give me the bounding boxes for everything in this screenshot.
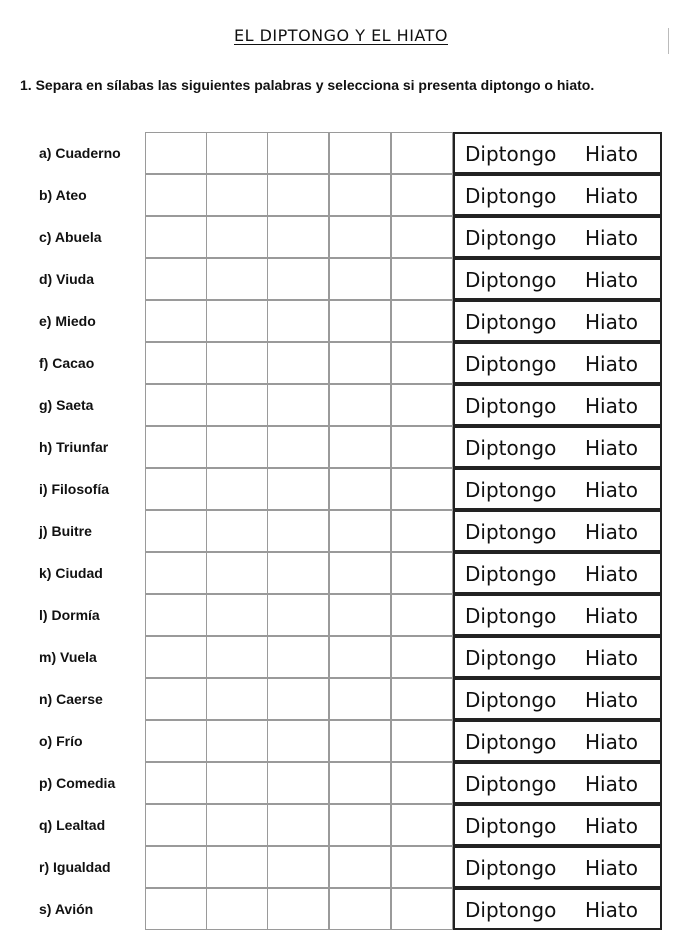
syllable-cell[interactable] (145, 342, 207, 384)
syllable-cell[interactable] (329, 804, 391, 846)
word-label (39, 481, 109, 497)
syllable-cell[interactable] (329, 132, 391, 174)
syllable-cell[interactable] (267, 468, 329, 510)
table-row (0, 678, 682, 720)
table-row (0, 804, 682, 846)
item-letter: n) (39, 691, 53, 707)
syllable-cell[interactable] (206, 678, 268, 720)
syllable-cell[interactable] (329, 846, 391, 888)
syllable-cell[interactable] (206, 426, 268, 468)
syllable-cell[interactable] (267, 426, 329, 468)
option-hiato[interactable]: Hiato (585, 226, 638, 250)
item-word: Buitre (51, 523, 92, 539)
answer-choice-box (453, 174, 662, 216)
syllable-cell[interactable] (391, 384, 453, 426)
syllable-cell[interactable] (145, 426, 207, 468)
item-letter: s) (39, 901, 52, 917)
item-letter: i) (39, 481, 48, 497)
item-letter: d) (39, 271, 53, 287)
syllable-cell[interactable] (206, 258, 268, 300)
syllable-cell[interactable] (267, 384, 329, 426)
syllable-cell[interactable] (329, 636, 391, 678)
table-row (0, 384, 682, 426)
item-letter: f) (39, 355, 49, 371)
syllable-cell[interactable] (329, 384, 391, 426)
option-hiato[interactable]: Hiato (585, 268, 638, 292)
table-row (0, 300, 682, 342)
table-row (0, 216, 682, 258)
exercise-instruction: 1. Separa en sílabas las siguientes palabras y selecciona si presenta diptongo o hiato. (20, 77, 595, 93)
syllable-cell[interactable] (391, 552, 453, 594)
answer-choice-box (453, 510, 662, 552)
syllable-cell[interactable] (267, 678, 329, 720)
syllable-cell[interactable] (267, 300, 329, 342)
syllable-cell[interactable] (267, 174, 329, 216)
table-row (0, 468, 682, 510)
option-hiato[interactable]: Hiato (585, 184, 638, 208)
option-hiato[interactable]: Hiato (585, 520, 638, 544)
item-word: Triunfar (56, 439, 109, 455)
item-word: Saeta (56, 397, 94, 413)
item-word: Cacao (52, 355, 95, 371)
syllable-cell[interactable] (145, 258, 207, 300)
syllable-cell[interactable] (206, 720, 268, 762)
syllable-cell[interactable] (145, 510, 207, 552)
syllable-cell[interactable] (206, 804, 268, 846)
syllable-cell[interactable] (329, 426, 391, 468)
item-word: Vuela (60, 649, 97, 665)
syllable-cell[interactable] (267, 846, 329, 888)
syllable-cell[interactable] (391, 678, 453, 720)
option-diptongo[interactable]: Diptongo (465, 562, 557, 586)
syllable-cell[interactable] (391, 426, 453, 468)
word-label (39, 187, 87, 203)
item-word: Miedo (55, 313, 96, 329)
syllable-cell[interactable] (329, 510, 391, 552)
answer-choice-box (453, 594, 662, 636)
syllable-cell[interactable] (329, 342, 391, 384)
syllable-cell[interactable] (329, 216, 391, 258)
answer-choice-box (453, 426, 662, 468)
word-label (39, 607, 100, 623)
option-hiato[interactable]: Hiato (585, 478, 638, 502)
answer-choice-box (453, 552, 662, 594)
answer-choice-box (453, 846, 662, 888)
syllable-cell[interactable] (391, 300, 453, 342)
item-word: Caerse (56, 691, 103, 707)
answer-choice-box (453, 216, 662, 258)
syllable-cell[interactable] (206, 468, 268, 510)
item-word: Viuda (56, 271, 94, 287)
item-letter: j) (39, 523, 48, 539)
syllable-cell[interactable] (145, 552, 207, 594)
syllable-cell[interactable] (391, 594, 453, 636)
item-letter: h) (39, 439, 53, 455)
option-hiato[interactable]: Hiato (585, 562, 638, 586)
syllable-cell[interactable] (391, 510, 453, 552)
table-row (0, 762, 682, 804)
syllable-cell[interactable] (329, 720, 391, 762)
answer-choice-box (453, 132, 662, 174)
syllable-cell[interactable] (391, 804, 453, 846)
word-label (39, 775, 115, 791)
option-hiato[interactable]: Hiato (585, 604, 638, 628)
answer-choice-box (453, 300, 662, 342)
syllable-cell[interactable] (391, 132, 453, 174)
table-row (0, 720, 682, 762)
option-hiato[interactable]: Hiato (585, 142, 638, 166)
item-word: Lealtad (56, 817, 106, 833)
item-letter: r) (39, 859, 50, 875)
word-label (39, 859, 111, 875)
syllable-cell[interactable] (145, 468, 207, 510)
word-label (39, 649, 97, 665)
item-letter: b) (39, 187, 53, 203)
syllable-cell[interactable] (391, 342, 453, 384)
item-word: Filosofía (51, 481, 110, 497)
option-hiato[interactable]: Hiato (585, 352, 638, 376)
answer-choice-box (453, 384, 662, 426)
option-hiato[interactable]: Hiato (585, 898, 638, 922)
syllable-cell[interactable] (329, 552, 391, 594)
word-label (39, 733, 83, 749)
word-label (39, 229, 102, 245)
syllable-cell[interactable] (267, 762, 329, 804)
syllable-cell[interactable] (206, 636, 268, 678)
word-label (39, 355, 94, 371)
option-hiato[interactable]: Hiato (585, 646, 638, 670)
answer-choice-box (453, 804, 662, 846)
syllable-cell[interactable] (267, 510, 329, 552)
word-label (39, 145, 121, 161)
syllable-cell[interactable] (267, 804, 329, 846)
syllable-cell[interactable] (206, 342, 268, 384)
table-row (0, 510, 682, 552)
syllable-cell[interactable] (206, 762, 268, 804)
item-letter: a) (39, 145, 52, 161)
option-diptongo[interactable]: Diptongo (465, 646, 557, 670)
syllable-cell[interactable] (145, 216, 207, 258)
option-hiato[interactable]: Hiato (585, 814, 638, 838)
option-diptongo[interactable]: Diptongo (465, 436, 557, 460)
word-label (39, 901, 93, 917)
table-row (0, 132, 682, 174)
syllable-cell[interactable] (267, 594, 329, 636)
option-hiato[interactable]: Hiato (585, 856, 638, 880)
item-word: Avión (54, 901, 94, 917)
table-row (0, 888, 682, 930)
word-label (39, 691, 103, 707)
answer-choice-box (453, 678, 662, 720)
syllable-cell[interactable] (206, 216, 268, 258)
syllable-cell[interactable] (329, 300, 391, 342)
option-diptongo[interactable]: Diptongo (465, 604, 557, 628)
syllable-cell[interactable] (145, 888, 207, 930)
option-hiato[interactable]: Hiato (585, 310, 638, 334)
item-word: Cuaderno (55, 145, 121, 161)
syllable-cell[interactable] (145, 720, 207, 762)
syllable-cell[interactable] (206, 552, 268, 594)
option-diptongo[interactable]: Diptongo (465, 688, 557, 712)
item-word: Ateo (55, 187, 87, 203)
option-diptongo[interactable]: Diptongo (465, 184, 557, 208)
syllable-cell[interactable] (206, 846, 268, 888)
table-row (0, 258, 682, 300)
syllable-cell[interactable] (391, 762, 453, 804)
answer-choice-box (453, 636, 662, 678)
option-diptongo[interactable]: Diptongo (465, 772, 557, 796)
syllable-cell[interactable] (391, 258, 453, 300)
syllable-cell[interactable] (329, 174, 391, 216)
table-row (0, 174, 682, 216)
option-diptongo[interactable]: Diptongo (465, 142, 557, 166)
item-letter: q) (39, 817, 53, 833)
option-diptongo[interactable]: Diptongo (465, 478, 557, 502)
option-diptongo[interactable]: Diptongo (465, 226, 557, 250)
word-label (39, 271, 94, 287)
option-hiato[interactable]: Hiato (585, 688, 638, 712)
item-letter: e) (39, 313, 52, 329)
syllable-cell[interactable] (145, 846, 207, 888)
syllable-cell[interactable] (329, 762, 391, 804)
option-hiato[interactable]: Hiato (585, 436, 638, 460)
syllable-cell[interactable] (206, 384, 268, 426)
page-title: EL DIPTONGO Y EL HIATO (234, 26, 448, 45)
item-letter: k) (39, 565, 52, 581)
answer-choice-box (453, 762, 662, 804)
syllable-cell[interactable] (267, 342, 329, 384)
item-letter: l) (39, 607, 48, 623)
syllable-cell[interactable] (145, 132, 207, 174)
syllable-cell[interactable] (206, 300, 268, 342)
item-letter: g) (39, 397, 53, 413)
syllable-cell[interactable] (206, 594, 268, 636)
syllable-cell[interactable] (145, 762, 207, 804)
syllable-cell[interactable] (267, 132, 329, 174)
syllable-cell[interactable] (206, 174, 268, 216)
table-row (0, 552, 682, 594)
syllable-cell[interactable] (329, 258, 391, 300)
option-diptongo[interactable]: Diptongo (465, 352, 557, 376)
word-label (39, 397, 93, 413)
table-row (0, 846, 682, 888)
syllable-cell[interactable] (145, 384, 207, 426)
item-word: Comedia (56, 775, 116, 791)
syllable-cell[interactable] (391, 888, 453, 930)
item-word: Abuela (54, 229, 102, 245)
syllable-cell[interactable] (145, 594, 207, 636)
item-letter: o) (39, 733, 53, 749)
answer-choice-box (453, 342, 662, 384)
option-hiato[interactable]: Hiato (585, 772, 638, 796)
item-letter: c) (39, 229, 52, 245)
table-row (0, 594, 682, 636)
item-word: Ciudad (55, 565, 103, 581)
syllable-cell[interactable] (267, 888, 329, 930)
syllable-cell[interactable] (267, 552, 329, 594)
item-word: Dormía (51, 607, 100, 623)
syllable-cell[interactable] (267, 636, 329, 678)
table-row (0, 636, 682, 678)
syllable-cell[interactable] (329, 594, 391, 636)
syllable-cell[interactable] (391, 636, 453, 678)
syllable-cell[interactable] (145, 636, 207, 678)
syllable-cell[interactable] (391, 468, 453, 510)
syllable-cell[interactable] (329, 468, 391, 510)
syllable-cell[interactable] (206, 132, 268, 174)
edge-mark (668, 28, 669, 54)
syllable-cell[interactable] (145, 174, 207, 216)
answer-choice-box (453, 468, 662, 510)
syllable-cell[interactable] (267, 216, 329, 258)
syllable-cell[interactable] (329, 888, 391, 930)
syllable-cell[interactable] (391, 216, 453, 258)
option-diptongo[interactable]: Diptongo (465, 520, 557, 544)
word-label (39, 313, 96, 329)
syllable-cell[interactable] (329, 678, 391, 720)
answer-choice-box (453, 888, 662, 930)
option-diptongo[interactable]: Diptongo (465, 730, 557, 754)
option-hiato[interactable]: Hiato (585, 730, 638, 754)
option-diptongo[interactable]: Diptongo (465, 268, 557, 292)
syllable-cell[interactable] (145, 804, 207, 846)
table-row (0, 342, 682, 384)
word-label (39, 565, 103, 581)
item-word: Frío (56, 733, 83, 749)
item-letter: p) (39, 775, 53, 791)
option-diptongo[interactable]: Diptongo (465, 856, 557, 880)
word-label (39, 523, 92, 539)
option-diptongo[interactable]: Diptongo (465, 310, 557, 334)
syllable-cell[interactable] (206, 510, 268, 552)
word-label (39, 439, 108, 455)
table-row (0, 426, 682, 468)
word-label (39, 817, 105, 833)
option-diptongo[interactable]: Diptongo (465, 814, 557, 838)
option-hiato[interactable]: Hiato (585, 394, 638, 418)
syllable-cell[interactable] (267, 258, 329, 300)
syllable-cell[interactable] (391, 846, 453, 888)
answer-choice-box (453, 258, 662, 300)
syllable-cell[interactable] (391, 720, 453, 762)
item-word: Igualdad (53, 859, 111, 875)
syllable-cell[interactable] (145, 678, 207, 720)
syllable-cell[interactable] (267, 720, 329, 762)
option-diptongo[interactable]: Diptongo (465, 898, 557, 922)
answer-choice-box (453, 720, 662, 762)
option-diptongo[interactable]: Diptongo (465, 394, 557, 418)
syllable-cell[interactable] (145, 300, 207, 342)
item-letter: m) (39, 649, 57, 665)
syllable-cell[interactable] (206, 888, 268, 930)
syllable-cell[interactable] (391, 174, 453, 216)
